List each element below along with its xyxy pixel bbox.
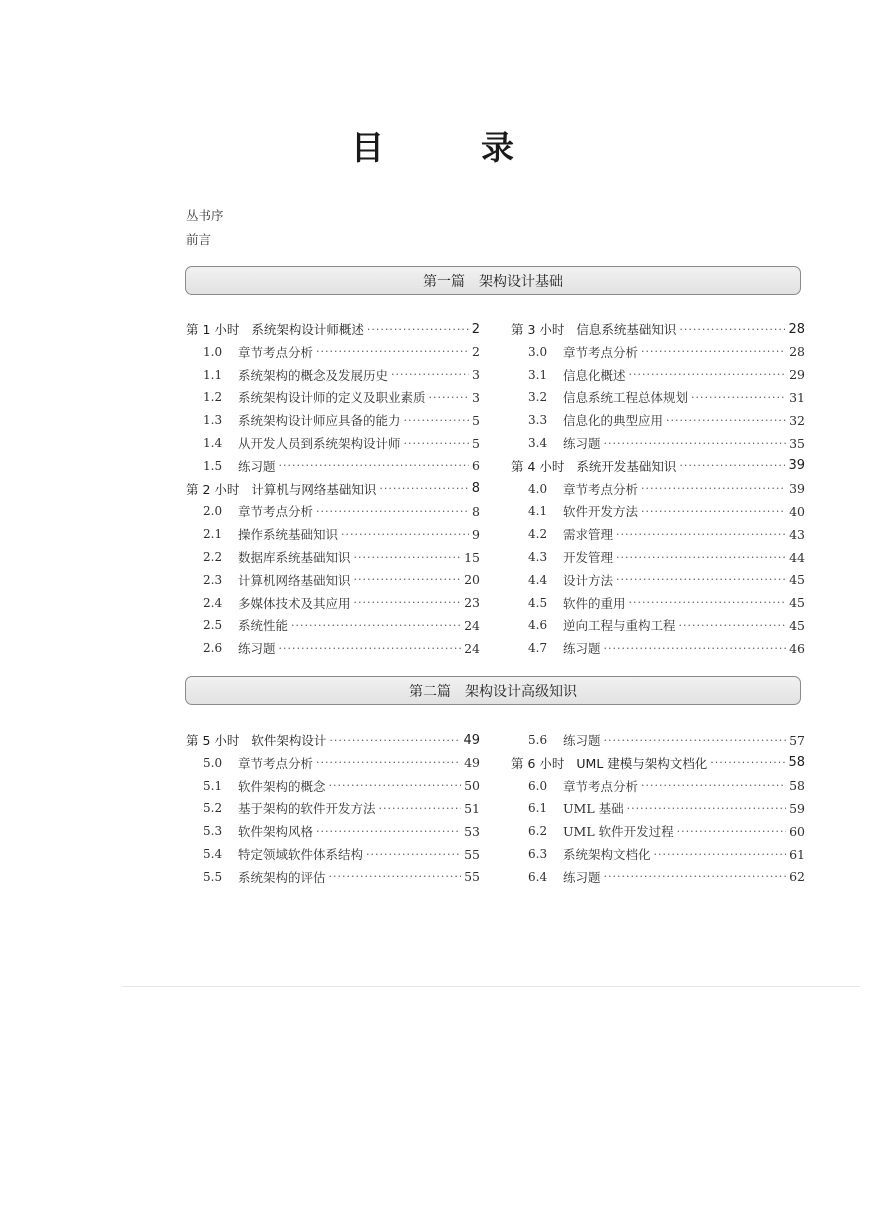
toc-section-entry[interactable] — [511, 638, 805, 658]
toc-section-entry[interactable] — [511, 342, 805, 362]
toc-entry-number: 1.2 — [203, 390, 223, 405]
toc-entry-number: 5.6 — [528, 733, 548, 747]
dot-leader — [329, 870, 462, 883]
toc-page-number: 28 — [789, 344, 805, 360]
toc-entry-title: 设计方法 — [563, 572, 614, 588]
toc-entry-number: 2.3 — [203, 572, 223, 587]
toc-section-entry[interactable] — [186, 501, 480, 521]
part-banner — [185, 676, 801, 705]
toc-section-entry[interactable] — [186, 615, 480, 635]
toc-page-number: 55 — [464, 846, 480, 862]
toc-entry-number: 1.1 — [203, 367, 223, 382]
toc-page-number: 55 — [464, 869, 480, 885]
toc-section-entry[interactable] — [186, 821, 480, 841]
toc-entry-title: 特定领域软件体系结构 — [238, 847, 364, 862]
toc-entry-number: 2.6 — [203, 641, 223, 656]
toc-entry-number: 6.1 — [528, 801, 548, 816]
toc-entry-title: 练习题 — [238, 641, 276, 657]
toc-entry-number: 6.2 — [528, 824, 548, 839]
dot-leader — [691, 391, 786, 404]
toc-entry-title: 练习题 — [238, 458, 276, 474]
toc-entry-title: 计算机与网络基础知识 — [251, 481, 377, 497]
toc-entry-title: 需求管理 — [563, 527, 614, 543]
toc-entry-number: 4.0 — [528, 481, 548, 496]
toc-entry-number: 2.1 — [203, 527, 223, 542]
toc-page-number: 2 — [471, 321, 480, 337]
toc-entry-number: 1.0 — [203, 344, 223, 359]
toc-entry-title: 章节考点分析 — [238, 344, 314, 360]
toc-entry-title: 软件的重用 — [563, 595, 626, 611]
toc-entry-title: 练习题 — [563, 641, 601, 657]
toc-entry-title: 系统架构设计师应具备的能力 — [238, 413, 401, 429]
dot-leader — [641, 482, 786, 495]
toc-entry-title: 系统架构的评估 — [238, 869, 326, 885]
toc-page-number: 8 — [472, 503, 480, 519]
toc-entry-number: 3.0 — [528, 344, 548, 359]
toc-entry-number: 5.1 — [203, 778, 223, 793]
dot-leader — [627, 802, 786, 815]
toc-page-number: 3 — [472, 389, 480, 405]
toc-section-entry[interactable] — [511, 365, 805, 385]
part-title: 架构设计高级知识 — [465, 683, 577, 700]
toc-page-number: 31 — [789, 389, 805, 405]
toc-section-entry[interactable] — [186, 570, 480, 590]
dot-leader — [329, 734, 460, 747]
toc-section-entry[interactable] — [186, 433, 480, 453]
part-number: 第二篇 — [409, 683, 451, 700]
dot-leader — [710, 756, 785, 769]
toc-entry-number: 第 5 小时 — [186, 733, 240, 748]
toc-section-entry[interactable] — [186, 798, 480, 818]
toc-entry-title: 软件开发方法 — [563, 504, 639, 520]
toc-entry-title: 系统开发基础知识 — [576, 458, 677, 474]
part-number: 第一篇 — [423, 273, 465, 290]
toc-entry-number: 4.2 — [528, 527, 548, 542]
toc-section-entry[interactable] — [511, 433, 805, 453]
toc-entry-number: 2.2 — [203, 550, 223, 564]
toc-entry-title: 信息系统工程总体规划 — [563, 390, 689, 406]
toc-entry-number: 4.7 — [528, 641, 548, 656]
toc-section-entry[interactable] — [186, 342, 480, 362]
dot-leader — [666, 414, 786, 427]
dot-leader — [404, 437, 470, 450]
toc-entry-title: 章节考点分析 — [238, 755, 314, 771]
toc-page-number: 35 — [789, 435, 805, 451]
toc-entry-title: 系统架构的概念及发展历史 — [238, 367, 389, 383]
toc-entry-number: 第 2 小时 — [186, 481, 240, 497]
page-title: 目 录 — [351, 128, 546, 167]
toc-page-number: 24 — [464, 617, 480, 633]
toc-entry-number: 2.0 — [203, 504, 223, 519]
toc-entry-title: 系统架构文档化 — [563, 847, 651, 862]
toc-entry-title: 从开发人员到系统架构设计师 — [238, 436, 401, 451]
part-banner — [185, 266, 801, 295]
dot-leader — [641, 345, 786, 358]
toc-section-entry[interactable] — [186, 387, 480, 407]
dot-leader — [279, 459, 470, 472]
toc-page-number: 60 — [789, 823, 805, 839]
dot-leader — [279, 642, 462, 655]
dot-leader — [604, 734, 787, 747]
toc-page-number: 61 — [789, 846, 805, 862]
dot-leader — [354, 573, 462, 586]
toc-section-entry[interactable] — [186, 638, 480, 658]
dot-leader — [679, 619, 787, 632]
dot-leader — [316, 505, 469, 518]
dot-leader — [367, 323, 469, 336]
toc-entry-title: 系统架构设计师概述 — [251, 322, 364, 337]
toc-entry-number: 2.4 — [203, 595, 223, 610]
dot-leader — [604, 437, 787, 450]
toc-page-number: 58 — [789, 778, 805, 794]
dot-leader — [629, 596, 787, 609]
dot-leader — [616, 528, 786, 541]
toc-section-entry[interactable] — [186, 524, 480, 544]
dot-leader — [654, 848, 787, 861]
toc-section-entry[interactable] — [186, 456, 480, 476]
toc-entry-title: 数据库系统基础知识 — [238, 550, 351, 565]
dot-leader — [379, 802, 462, 815]
toc-entry-number: 4.3 — [528, 550, 548, 564]
toc-page-number: 59 — [789, 800, 805, 816]
dot-leader — [679, 323, 785, 336]
dot-leader — [391, 368, 469, 381]
toc-entry-number: 1.4 — [203, 436, 223, 450]
dot-leader — [316, 345, 469, 358]
toc-page-number: 39 — [789, 481, 805, 497]
toc-page-number: 58 — [788, 755, 805, 771]
toc-entry-title: 多媒体技术及其应用 — [238, 595, 351, 611]
toc-entry-title: 信息化的典型应用 — [563, 413, 664, 429]
dot-leader — [604, 870, 787, 883]
toc-entry-title: 信息化概述 — [563, 367, 626, 383]
toc-entry-title: 信息系统基础知识 — [576, 322, 677, 337]
toc-entry-title: UML 建模与架构文档化 — [576, 755, 708, 771]
toc-entry-number: 3.2 — [528, 390, 548, 405]
dot-leader — [616, 551, 786, 564]
toc-entry-number: 3.4 — [528, 436, 548, 450]
toc-entry-title: 练习题 — [563, 733, 601, 748]
toc-chapter-entry[interactable] — [511, 456, 805, 476]
toc-section-entry[interactable] — [186, 776, 480, 796]
toc-entry-title: 系统性能 — [238, 618, 289, 634]
toc-chapter-entry[interactable] — [186, 319, 480, 339]
toc-chapter-entry[interactable] — [186, 479, 480, 499]
toc-page-number: 44 — [789, 549, 805, 565]
toc-page-number: 5 — [472, 435, 480, 451]
toc-page-number: 53 — [464, 823, 480, 839]
dot-leader — [366, 848, 461, 861]
dot-leader — [316, 756, 461, 769]
toc-entry-number: 5.2 — [203, 801, 223, 816]
toc-section-entry[interactable] — [186, 365, 480, 385]
toc-entry-title: UML 基础 — [563, 801, 624, 817]
toc-section-entry[interactable] — [186, 844, 480, 864]
dot-leader — [629, 368, 787, 381]
dot-leader — [354, 551, 462, 564]
toc-chapter-entry[interactable] — [511, 319, 805, 339]
toc-chapter-entry[interactable] — [186, 730, 480, 750]
toc-page-number: 50 — [464, 778, 480, 794]
toc-page-number: 45 — [789, 617, 805, 633]
toc-page-number: 28 — [788, 321, 805, 337]
toc-entry-number: 4.5 — [528, 595, 548, 610]
toc-entry-title: 开发管理 — [563, 550, 614, 565]
toc-section-entry[interactable] — [511, 798, 805, 818]
toc-page-number: 39 — [788, 458, 805, 474]
toc-entry-number: 第 1 小时 — [186, 322, 240, 337]
toc-page-number: 20 — [464, 572, 480, 588]
toc-page-number: 49 — [464, 755, 480, 771]
toc-entry-number: 4.1 — [528, 504, 548, 519]
toc-page-number: 46 — [789, 640, 805, 656]
toc-page-number: 51 — [464, 800, 480, 816]
toc-section-entry[interactable] — [511, 593, 805, 613]
toc-entry-number: 5.0 — [203, 755, 223, 770]
toc-entry-title: 章节考点分析 — [563, 344, 639, 360]
dot-leader — [379, 482, 468, 495]
toc-chapter-entry[interactable] — [511, 753, 805, 773]
toc-entry-number: 3.3 — [528, 413, 548, 428]
toc-section-entry[interactable] — [511, 387, 805, 407]
dot-leader — [604, 642, 787, 655]
toc-entry-number: 第 6 小时 — [511, 755, 565, 771]
toc-page-number: 6 — [472, 458, 480, 474]
toc-page-number: 32 — [789, 412, 805, 428]
toc-entry-number: 第 4 小时 — [511, 458, 565, 474]
toc-page-number: 40 — [789, 503, 805, 519]
toc-page-number: 43 — [789, 526, 805, 542]
toc-section-entry[interactable] — [511, 615, 805, 635]
dot-leader — [641, 779, 786, 792]
toc-section-entry[interactable] — [511, 501, 805, 521]
toc-section-entry[interactable] — [511, 776, 805, 796]
toc-entry-title: UML 软件开发过程 — [563, 824, 674, 840]
dot-leader — [329, 779, 462, 792]
toc-page-number: 29 — [789, 367, 805, 383]
toc-page-number: 5 — [472, 412, 480, 428]
dot-leader — [354, 596, 462, 609]
toc-page-number: 45 — [789, 595, 805, 611]
toc-entry-title: 基于架构的软件开发方法 — [238, 801, 376, 817]
toc-entry-number: 6.4 — [528, 869, 548, 884]
toc-section-entry[interactable] — [186, 547, 480, 567]
page-divider — [122, 986, 860, 987]
toc-entry-title: 章节考点分析 — [563, 778, 639, 794]
toc-entry-title: 计算机网络基础知识 — [238, 572, 351, 588]
toc-entry-title: 章节考点分析 — [238, 504, 314, 520]
toc-entry-title: 软件架构风格 — [238, 824, 314, 840]
toc-section-entry[interactable] — [511, 524, 805, 544]
toc-entry-number: 6.3 — [528, 847, 548, 861]
toc-section-entry[interactable] — [186, 410, 480, 430]
toc-entry-title: 练习题 — [563, 436, 601, 451]
toc-entry-title: 练习题 — [563, 869, 601, 885]
toc-section-entry[interactable] — [511, 821, 805, 841]
toc-section-entry[interactable] — [511, 479, 805, 499]
part-title: 架构设计基础 — [479, 273, 563, 290]
toc-section-entry[interactable] — [186, 867, 480, 887]
toc-page-number: 62 — [789, 869, 805, 885]
toc-entry-number: 1.5 — [203, 458, 223, 473]
front-matter-series-preface[interactable]: 丛书序 — [186, 208, 224, 223]
toc-entry-number: 1.3 — [203, 413, 223, 428]
dot-leader — [679, 459, 785, 472]
dot-leader — [291, 619, 461, 632]
toc-page-number: 2 — [472, 344, 480, 360]
toc-section-entry[interactable] — [511, 547, 805, 567]
dot-leader — [316, 825, 461, 838]
toc-entry-title: 操作系统基础知识 — [238, 527, 339, 543]
dot-leader — [404, 414, 470, 427]
dot-leader — [429, 391, 470, 404]
toc-page-number: 45 — [789, 572, 805, 588]
toc-entry-number: 3.1 — [528, 367, 548, 382]
toc-section-entry[interactable] — [186, 753, 480, 773]
toc-section-entry[interactable] — [511, 410, 805, 430]
dot-leader — [341, 528, 469, 541]
toc-entry-number: 5.3 — [203, 824, 223, 839]
toc-entry-number: 5.4 — [203, 847, 223, 861]
toc-section-entry[interactable] — [511, 844, 805, 864]
toc-page-number: 3 — [472, 367, 480, 383]
toc-section-entry[interactable] — [511, 867, 805, 887]
toc-entry-title: 系统架构设计师的定义及职业素质 — [238, 390, 426, 406]
toc-section-entry[interactable] — [511, 730, 805, 750]
dot-leader — [677, 825, 786, 838]
toc-entry-number: 2.5 — [203, 618, 223, 633]
toc-page-number: 8 — [471, 481, 480, 497]
toc-entry-title: 章节考点分析 — [563, 481, 639, 497]
dot-leader — [641, 505, 786, 518]
toc-page-number: 23 — [464, 595, 480, 611]
front-matter-preface[interactable]: 前言 — [186, 232, 212, 247]
toc-section-entry[interactable] — [186, 593, 480, 613]
toc-page-number: 9 — [472, 526, 480, 542]
toc-entry-number: 5.5 — [203, 869, 223, 884]
toc-entry-number: 第 3 小时 — [511, 322, 565, 337]
toc-entry-number: 4.4 — [528, 572, 548, 587]
toc-section-entry[interactable] — [511, 570, 805, 590]
toc-entry-title: 逆向工程与重构工程 — [563, 618, 676, 634]
toc-page-number: 49 — [463, 732, 480, 748]
toc-entry-title: 软件架构的概念 — [238, 778, 326, 794]
toc-page-number: 24 — [464, 640, 480, 656]
toc-page-number: 57 — [789, 732, 805, 748]
dot-leader — [616, 573, 786, 586]
toc-entry-title: 软件架构设计 — [251, 733, 327, 748]
toc-page-number: 15 — [464, 549, 480, 565]
toc-entry-number: 4.6 — [528, 618, 548, 633]
toc-entry-number: 6.0 — [528, 778, 548, 793]
